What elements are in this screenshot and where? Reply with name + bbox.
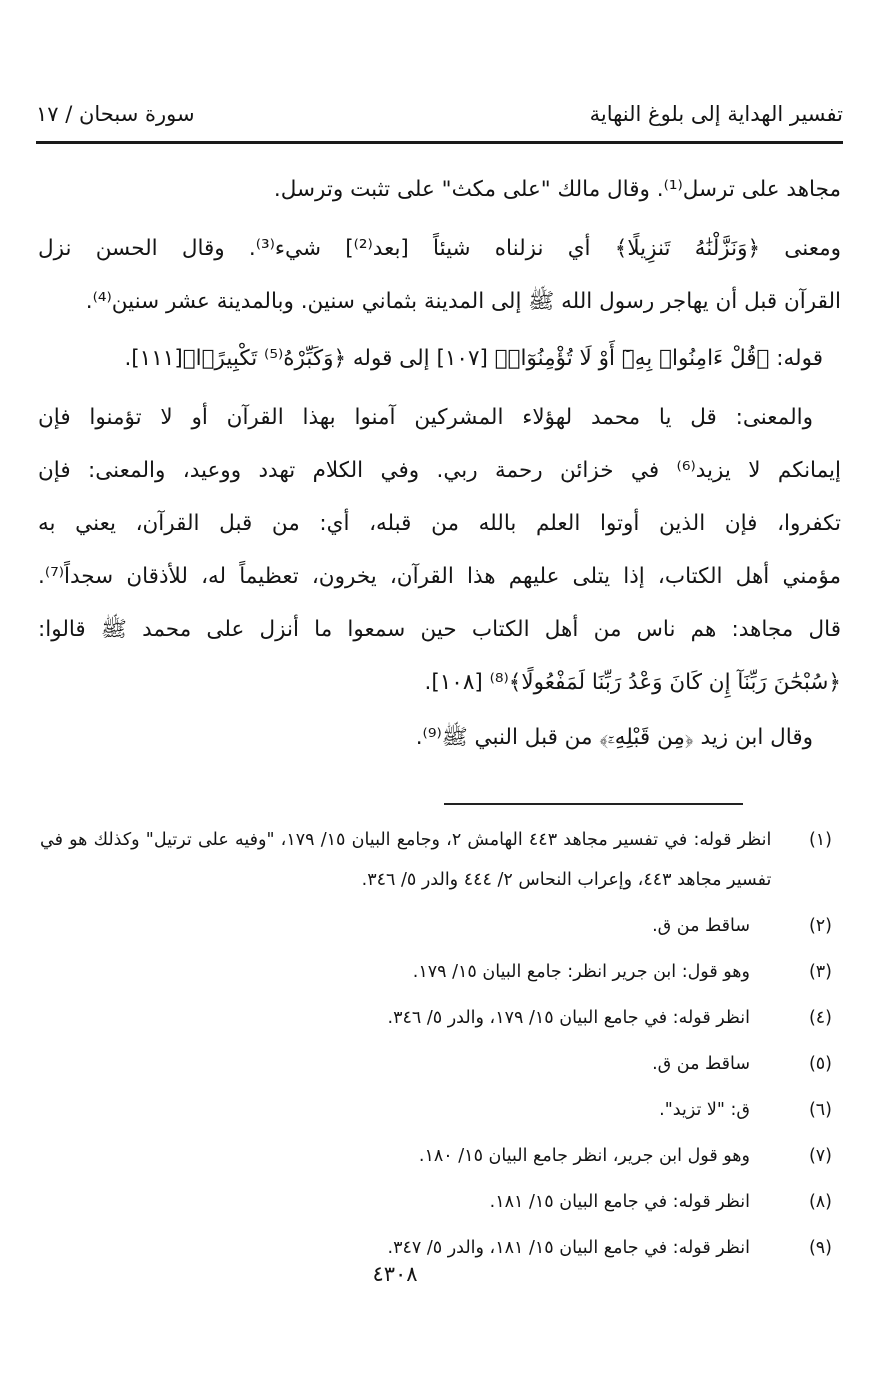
text-line: القرآن قبل أن يهاجر رسول الله ﷺ إلى المدينة بثماني سنين. وبالمدينة عشر سنين⁽⁴⁾. <box>85 289 841 314</box>
text-line: مجاهد على ترسل⁽¹⁾. وقال مالك "على مكث" على تثبت وترسل. <box>273 177 841 202</box>
footnote <box>40 1136 840 1176</box>
footnotes <box>40 820 840 1274</box>
footnote-text: وهو قول: ابن جرير انظر: جامع البيان ١٥/ ١٧٩. <box>412 962 750 982</box>
text-line: قال مجاهد: هم ناس من أهل الكتاب حين سمعوا ما أنزل على محمد ﷺ قالوا: <box>38 617 841 642</box>
text-line: ومعنى ﴿وَنَزَّلْنَٰهُ تَنزِيلًا﴾ أي نزلناه شيئاً [بعد⁽²⁾] شيء⁽³⁾. وقال الحسن نزل <box>38 236 841 261</box>
footnote <box>40 998 840 1038</box>
footnote <box>40 952 840 992</box>
footnote-text: انظر قوله: في جامع البيان ١٥/ ١٧٩، والدر ٥/ ٣٤٦. <box>387 1008 750 1028</box>
surah-page-label: سورة سبحان / ١٧ <box>36 102 195 126</box>
footnote-number: (٥) <box>808 1054 832 1074</box>
text-line: تكفروا، فإن الذين أوتوا العلم بالله من قبله، أي: من قبل القرآن، يعني به <box>38 511 841 536</box>
footnote <box>40 1182 840 1222</box>
footnote-number: (٧) <box>808 1146 832 1166</box>
footnote-text: وهو قول ابن جرير، انظر جامع البيان ١٥/ ١٨٠. <box>418 1146 750 1166</box>
footnote-text: انظر قوله: في جامع البيان ١٥/ ١٨١. <box>489 1192 750 1212</box>
footnote-number: (٤) <box>808 1008 832 1028</box>
footnote-number: (٦) <box>808 1100 832 1120</box>
footnote <box>40 1090 840 1130</box>
text-line: ﴿سُبْحَٰنَ رَبِّنَآ إِن كَانَ وَعْدُ رَبِّنَا لَمَفْعُولًا﴾⁽⁸⁾ [١٠٨]. <box>424 670 841 695</box>
footnote-text: ق: "لا تزيد". <box>659 1100 750 1120</box>
text-line: إيمانكم لا يزيد⁽⁶⁾ في خزائن رحمة ربي. وفي الكلام تهدد ووعيد، والمعنى: فإن <box>38 458 841 483</box>
header-rule <box>36 141 843 144</box>
book-title: تفسير الهداية إلى بلوغ النهاية <box>589 102 843 126</box>
text-line: والمعنى: قل يا محمد لهؤلاء المشركين آمنوا بهذا القرآن أو لا تؤمنوا فإن <box>38 405 813 430</box>
footnote-text: انظر قوله: في تفسير مجاهد ٤٤٣ الهامش ٢، وجامع البيان ١٥/ ١٧٩، "وفيه على ترتيل" وكذلك هو في تفسير مجاهد ٤٤٣، وإعراب النحاس ٢/ ٤٤٤ والدر ٥/ ٣٤٦. <box>40 830 772 890</box>
footnote <box>40 906 840 946</box>
footnote <box>40 820 840 900</box>
footnote-number: (٩) <box>808 1238 832 1258</box>
main-text <box>38 163 841 764</box>
footnote-number: (١) <box>808 830 832 850</box>
footnote-text: ساقط من ق. <box>652 1054 750 1074</box>
page-number: ٤٣٠٨ <box>372 1262 418 1286</box>
footnote-text: ساقط من ق. <box>652 916 750 936</box>
footnote-number: (٣) <box>808 962 832 982</box>
text-line: مؤمني أهل الكتاب، إذا يتلى عليهم هذا القرآن، يخرون، تعظيماً له، للأذقان سجداً⁽⁷⁾. <box>38 564 841 589</box>
footnote-rule <box>444 803 743 805</box>
footnote-number: (٨) <box>808 1192 832 1212</box>
footnote-number: (٢) <box>808 916 832 936</box>
running-header <box>36 96 843 136</box>
text-line: وقال ابن زيد ﴿مِن قَبْلِهِۦٓ﴾ من قبل النبي ﷺ⁽⁹⁾. <box>415 725 813 750</box>
text-line: قوله: ﴿قُلْ ءَامِنُوا۟ بِهِۦٓ أَوْ لَا تُؤْمِنُوٓا۟﴾ [١٠٧] إلى قوله ﴿وَكَبِّرْهُ⁽⁵⁾ تَكْبِيرًۢا﴾[١١١]. <box>124 346 823 371</box>
footnote <box>40 1044 840 1084</box>
footnote-text: انظر قوله: في جامع البيان ١٥/ ١٨١، والدر ٥/ ٣٤٧. <box>387 1238 750 1258</box>
